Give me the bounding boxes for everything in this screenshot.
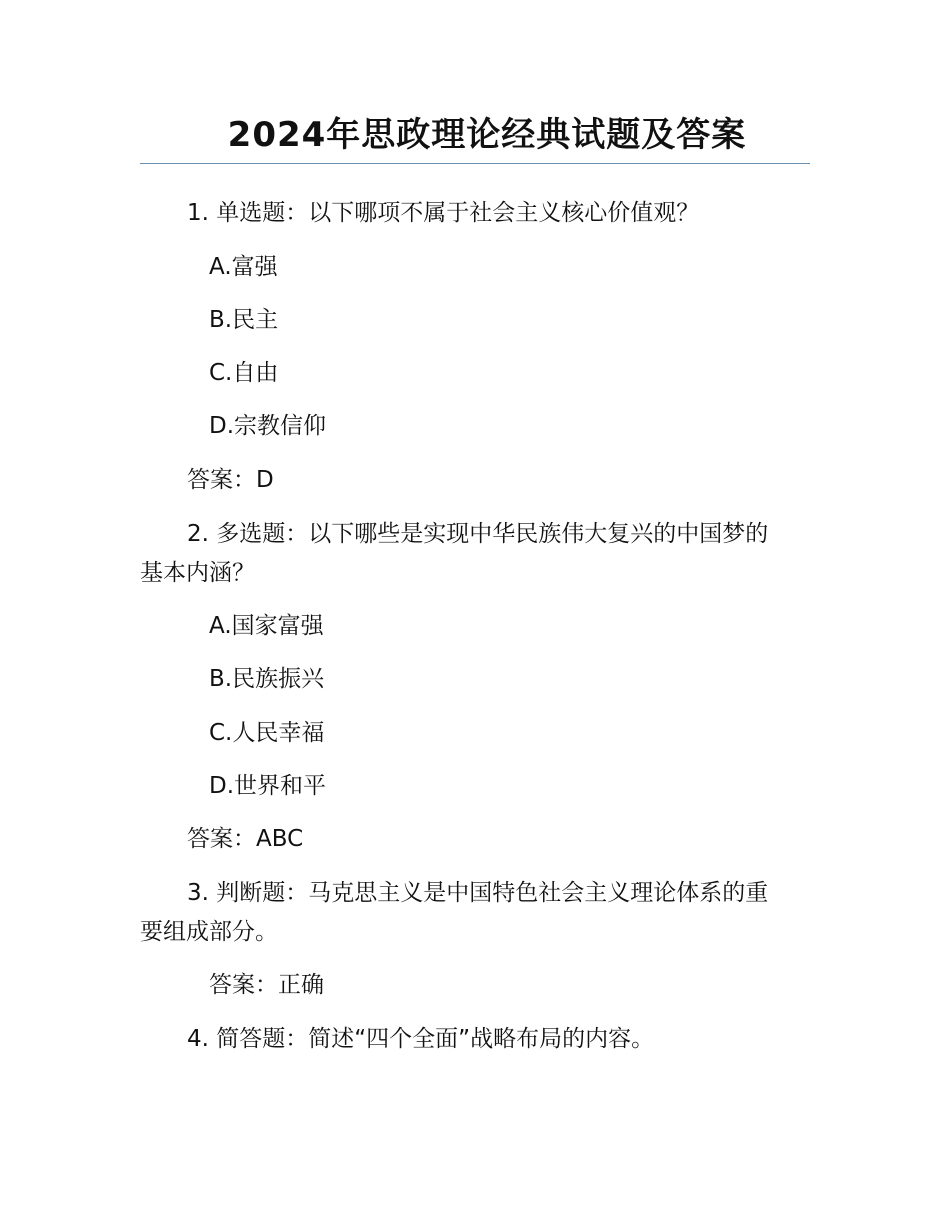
question-2-option-c: C.人民幸福 — [209, 720, 325, 746]
question-1-option-c: C.自由 — [209, 360, 279, 386]
question-1-answer: 答案：D — [187, 467, 274, 493]
question-3-text: 3. 判断题：马克思主义是中国特色社会主义理论体系的重 — [187, 880, 769, 906]
question-2-option-d: D.世界和平 — [209, 773, 327, 799]
document-title: 2024年思政理论经典试题及答案 — [227, 115, 747, 155]
question-2-text-continued: 基本内涵？ — [140, 560, 255, 586]
question-1-text: 1. 单选题：以下哪项不属于社会主义核心价值观？ — [187, 200, 700, 226]
question-1-option-d: D.宗教信仰 — [209, 413, 327, 439]
question-3-text-continued: 要组成部分。 — [140, 919, 278, 945]
question-2-option-b: B.民族振兴 — [209, 666, 325, 692]
question-3-answer: 答案：正确 — [209, 972, 324, 998]
title-divider — [140, 163, 810, 164]
question-1-option-a: A.富强 — [209, 254, 278, 280]
question-2-option-a: A.国家富强 — [209, 613, 324, 639]
question-2-text: 2. 多选题：以下哪些是实现中华民族伟大复兴的中国梦的 — [187, 521, 769, 547]
question-4-text: 4. 简答题：简述“四个全面”战略布局的内容。 — [187, 1026, 655, 1052]
question-2-answer: 答案：ABC — [187, 826, 304, 852]
question-1-option-b: B.民主 — [209, 307, 279, 333]
